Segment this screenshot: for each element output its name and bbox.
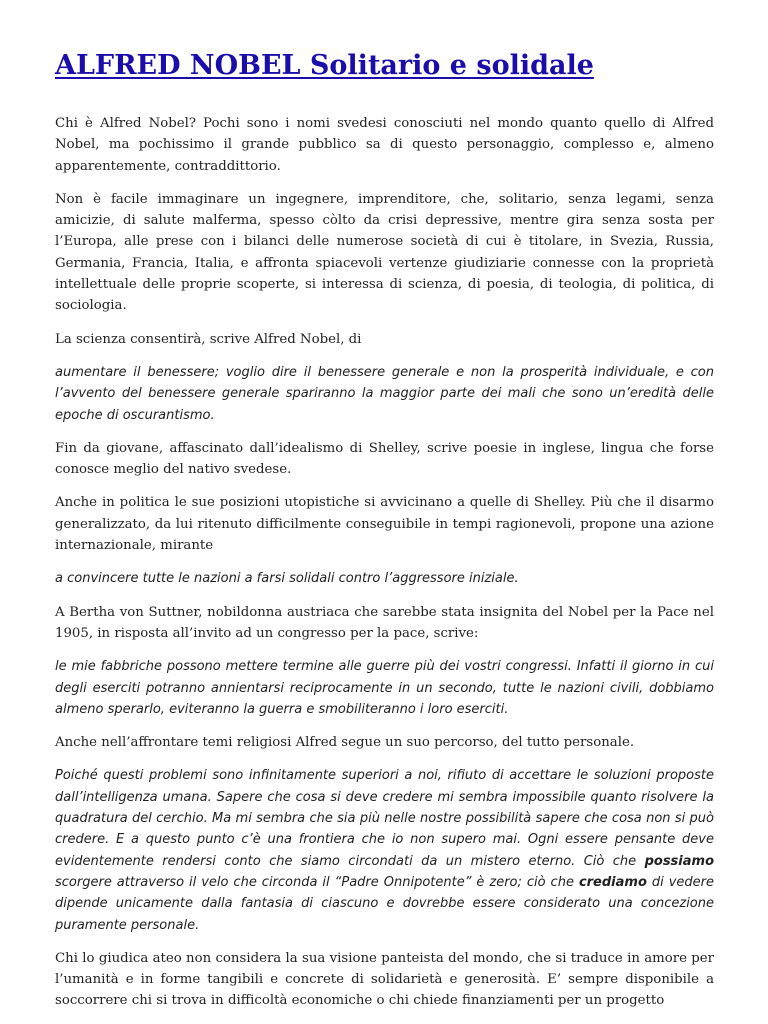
article-body: [55, 113, 714, 1012]
article: [55, 0, 714, 1024]
paragraph-religion: Anche nell’affrontare temi religiosi Alfred segue un suo percorso, del tutto personale.: [55, 735, 635, 751]
emphasis-possiamo: possiamo: [644, 853, 714, 869]
paragraph-science-lead: La scienza consentirà, scrive Alfred Nobel, di: [55, 331, 362, 347]
paragraph-suttner: A Bertha von Suttner, nobildonna austriaca che sarebbe stata insignita del Nobel per la Pace nel 1905, in risposta all’invito ad un congresso per la pace, scrive:: [55, 604, 714, 641]
quote-religion-part: Poiché questi problemi sono infinitamente superiori a noi, rifiuto di accettare le soluzioni proposte dall’intelligenza umana. Sapere che cosa si deve credere mi sembra impossibile quanto risolvere la quadratura del cerchio. Ma mi sembra che sia più nelle nostre possibilità sapere che cosa non si può credere. E a questo punto c’è una frontiera che io non supero mai. Ogni essere pensante deve evidentemente rendersi conto che siamo circondati da un mistero eterno. Ciò che: [55, 768, 714, 869]
quote-religion: [55, 765, 714, 935]
paragraph-pantheism: Chi lo giudica ateo non considera la sua visione panteista del mondo, che si traduce in amore per l’umanità e in forme tangibili e concrete di solidarietà e generosità. E’ sempre disponibile a soccorrere chi si trova in difficoltà economiche o chi chiede finanziamenti per un progetto: [55, 950, 714, 1009]
quote-religion-part: di vedere dipende unicamente dalla fantasia di ciascuno e dovrebbe essere considerato una concezione puramente personale.: [55, 874, 714, 933]
quote-religion-part: scorgere attraverso il velo che circonda il “Padre Onnipotente” è zero; ciò che: [55, 874, 579, 890]
quote-science: aumentare il benessere; voglio dire il benessere generale e non la prosperità individuale, e con l’avvento del benessere generale spariranno la maggior parte dei mali che sono un’eredità delle epoche di oscurantismo.: [55, 364, 714, 423]
paragraph-shelley: Fin da giovane, affascinato dall’idealismo di Shelley, scrive poesie in inglese, lingua che forse conosce meglio del nativo svedese.: [55, 440, 714, 478]
quote-factories: le mie fabbriche possono mettere termine alle guerre più dei vostri congressi. Infatti il giorno in cui degli eserciti potranno annientarsi reciprocamente in un secondo, tutte le nazioni civili, dobbiamo almeno sperarlo, eviteranno la guerra e smobiliteranno i loro eserciti.: [55, 659, 714, 717]
quote-politics: a convincere tutte le nazioni a farsi solidali contro l’aggressore iniziale.: [55, 571, 519, 587]
paragraph-biography: Non è facile immaginare un ingegnere, imprenditore, che, solitario, senza legami, senza amicizie, di salute malferma, spesso còlto da crisi depressive, mentre gira senza sosta per l’Europa, alle prese con i bilanci delle numerose società di cui è titolare, in Svezia, Russia, Germania, Francia, Italia, e affronta spiacevoli vertenze giudiziarie connesse con la proprietà intellettuale delle proprie scoperte, si interessa di scienza, di poesia, di teologia, di politica, di sociologia.: [55, 191, 714, 314]
paragraph-politics: Anche in politica le sue posizioni utopistiche si avvicinano a quelle di Shelley. Più che il disarmo generalizzato, da lui ritenuto difficilmente conseguibile in tempi ragionevoli, propone una azione internazionale, mirante: [55, 495, 714, 554]
article-title-link[interactable]: ALFRED NOBEL Solitario e solidale: [55, 50, 594, 81]
article-title: [55, 0, 714, 86]
emphasis-crediamo: crediamo: [578, 874, 647, 890]
paragraph-intro: Chi è Alfred Nobel? Pochi sono i nomi svedesi conosciuti nel mondo quanto quello di Alfred Nobel, ma pochissimo il grande pubblico sa di questo personaggio, complesso e, almeno apparentemente, contraddittorio.: [55, 116, 714, 174]
